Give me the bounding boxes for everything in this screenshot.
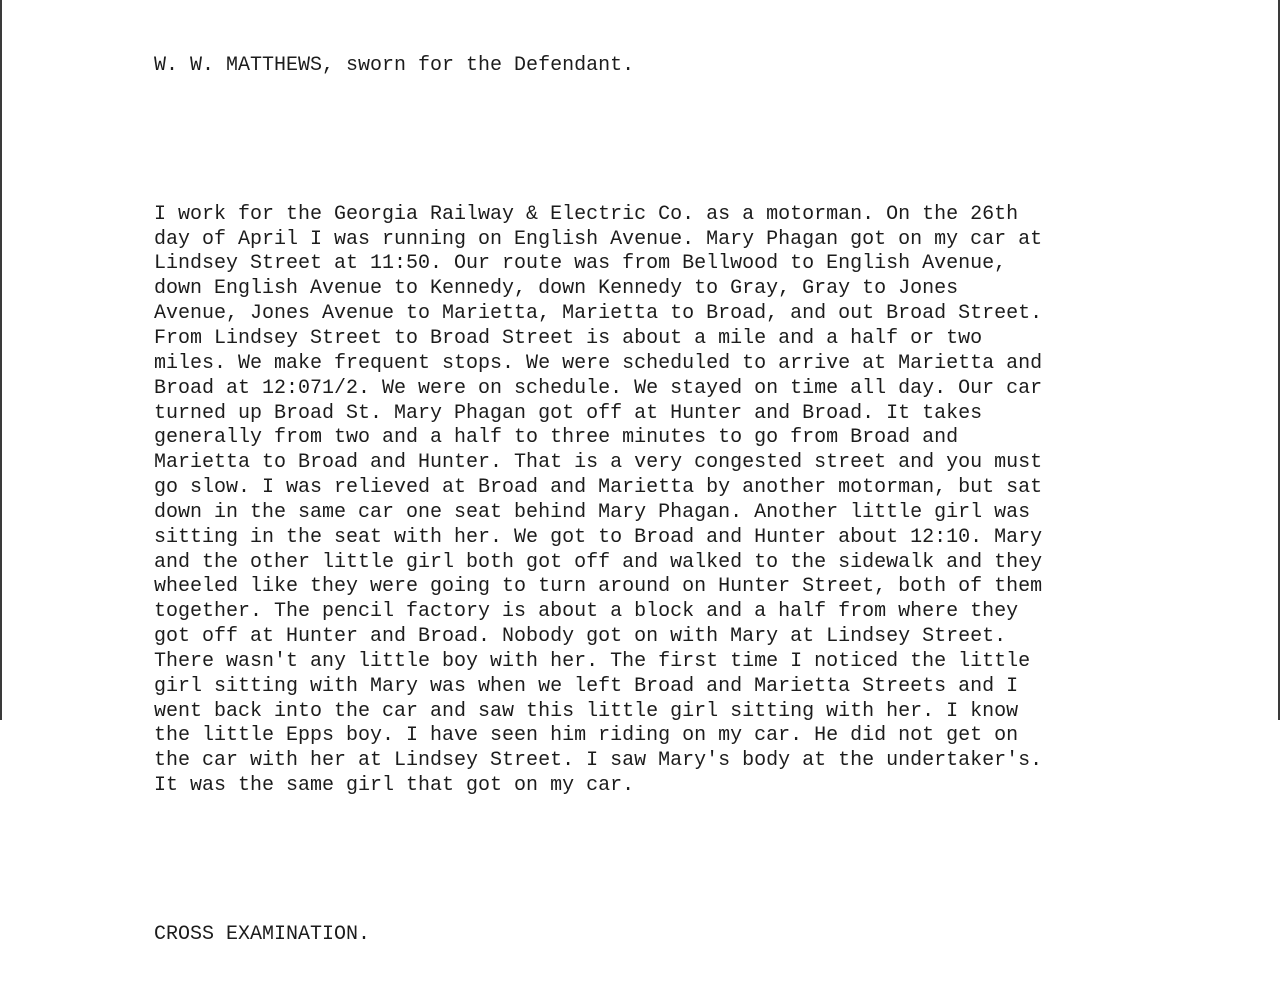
testimony-line: the car with her at Lindsey Street. I saw Mary's body at the undertaker's. <box>154 749 1043 773</box>
testimony-line: From Lindsey Street to Broad Street is about a mile and a half or two <box>154 326 983 350</box>
testimony-line: day of April I was running on English Avenue. Mary Phagan got on my car at <box>154 227 1043 251</box>
testimony-line: girl sitting with Mary was when we left Broad and Marietta Streets and I <box>154 674 1019 698</box>
testimony-line: down English Avenue to Kennedy, down Kennedy to Gray, Gray to Jones <box>154 277 959 301</box>
testimony-line: There wasn't any little boy with her. The first time I noticed the little <box>154 649 1031 673</box>
testimony-line: together. The pencil factory is about a block and a half from where they <box>154 600 1019 624</box>
testimony-line: Avenue, Jones Avenue to Marietta, Marietta to Broad, and out Broad Street. <box>154 302 1043 326</box>
testimony-line: turned up Broad St. Mary Phagan got off at Hunter and Broad. It takes <box>154 401 983 425</box>
cross-examination-heading: CROSS EXAMINATION. <box>154 923 371 947</box>
testimony-line: went back into the car and saw this little girl sitting with her. I know <box>154 699 1019 723</box>
testimony-line: Broad at 12:071/2. We were on schedule. We stayed on time all day. Our car <box>154 376 1043 400</box>
testimony-line: wheeled like they were going to turn around on Hunter Street, both of them <box>154 575 1043 599</box>
testimony-line: Marietta to Broad and Hunter. That is a very congested street and you must <box>154 451 1043 475</box>
testimony-line: Lindsey Street at 11:50. Our route was from Bellwood to English Avenue, <box>154 252 1007 276</box>
blank-line <box>154 128 1154 153</box>
testimony-line: miles. We make frequent stops. We were scheduled to arrive at Marietta and <box>154 351 1043 375</box>
testimony-line: sitting in the seat with her. We got to Broad and Hunter about 12:10. Mary <box>154 525 1043 549</box>
testimony-paragraph <box>154 203 1154 799</box>
testimony-line: got off at Hunter and Broad. Nobody got on with Mary at Lindsey Street. <box>154 625 1007 649</box>
testimony-line: I work for the Georgia Railway & Electric Co. as a motorman. On the 26th <box>154 202 1019 226</box>
blank-line <box>154 849 1154 874</box>
testimony-line: and the other little girl both got off and walked to the sidewalk and they <box>154 550 1043 574</box>
document-text <box>154 4 1154 998</box>
testimony-line: go slow. I was relieved at Broad and Marietta by another motorman, but sat <box>154 476 1043 500</box>
testimony-line: the little Epps boy. I have seen him riding on my car. He did not get on <box>154 724 1019 748</box>
testimony-line: It was the same girl that got on my car. <box>154 774 635 798</box>
witness-heading: W. W. MATTHEWS, sworn for the Defendant. <box>154 53 635 77</box>
testimony-line: generally from two and a half to three minutes to go from Broad and <box>154 426 959 450</box>
testimony-line: down in the same car one seat behind Mary Phagan. Another little girl was <box>154 500 1031 524</box>
